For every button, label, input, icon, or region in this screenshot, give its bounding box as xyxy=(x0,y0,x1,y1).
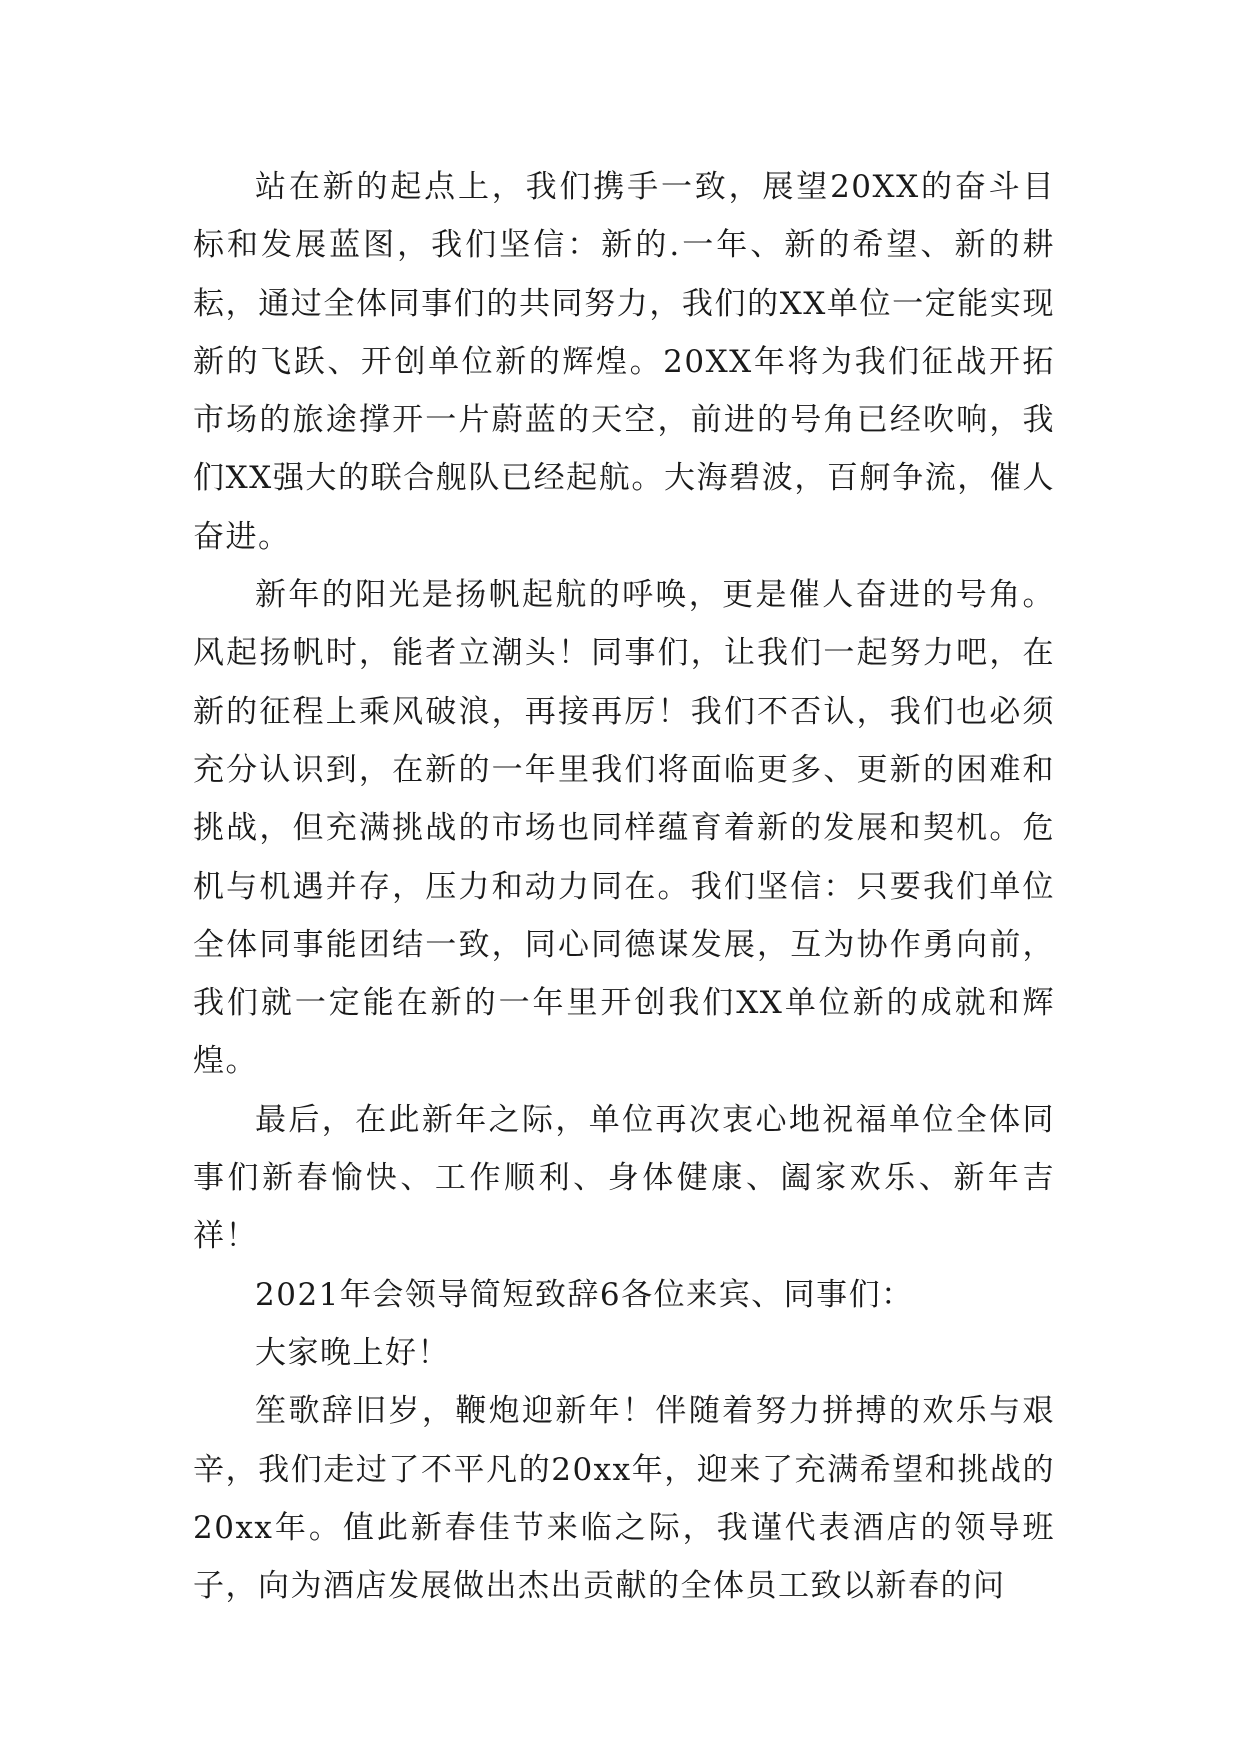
document-body xyxy=(193,158,1055,1615)
paragraph-greeting: 大家晚上好！ xyxy=(255,1334,450,1371)
paragraph-new-year-sunshine: 新年的阳光是扬帆起航的呼唤，更是催人奋进的号角。风起扬帆时，能者立潮头！同事们，让我们一起努力吧，在新的征程上乘风破浪，再接再厉！我们不否认，我们也必须充分认识到，在新的一年里我们将面临更多、更新的困难和挑战，但充满挑战的市场也同样蕴育着新的发展和契机。危机与机遇并存，压力和动力同在。我们坚信：只要我们单位全体同事能团结一致，同心同德谋发展，互为协作勇向前，我们就一定能在新的一年里开创我们XX单位新的成就和辉煌。 xyxy=(193,577,1055,1080)
paragraph-speech-body: 笙歌辞旧岁，鞭炮迎新年！伴随着努力拼搏的欢乐与艰辛，我们走过了不平凡的20xx年，迎来了充满希望和挑战的20xx年。值此新春佳节来临之际，我谨代表酒店的领导班子，向为酒店发展做出杰出贡献的全体员工致以新春的问 xyxy=(193,1393,1055,1605)
paragraph-speech-heading: 2021年会领导简短致辞6各位来宾、同事们： xyxy=(255,1276,914,1313)
paragraph-new-starting-point: 站在新的起点上，我们携手一致，展望20XX的奋斗目标和发展蓝图，我们坚信：新的.一年、新的希望、新的耕耘，通过全体同事们的共同努力，我们的XX单位一定能实现新的飞跃、开创单位新的辉煌。20XX年将为我们征战开拓市场的旅途撑开一片蔚蓝的天空，前进的号角已经吹响，我们XX强大的联合舰队已经起航。大海碧波，百舸争流，催人奋进。 xyxy=(193,169,1055,555)
paragraph-closing-wishes: 最后，在此新年之际，单位再次衷心地祝福单位全体同事们新春愉快、工作顺利、身体健康、阖家欢乐、新年吉祥！ xyxy=(193,1101,1055,1255)
